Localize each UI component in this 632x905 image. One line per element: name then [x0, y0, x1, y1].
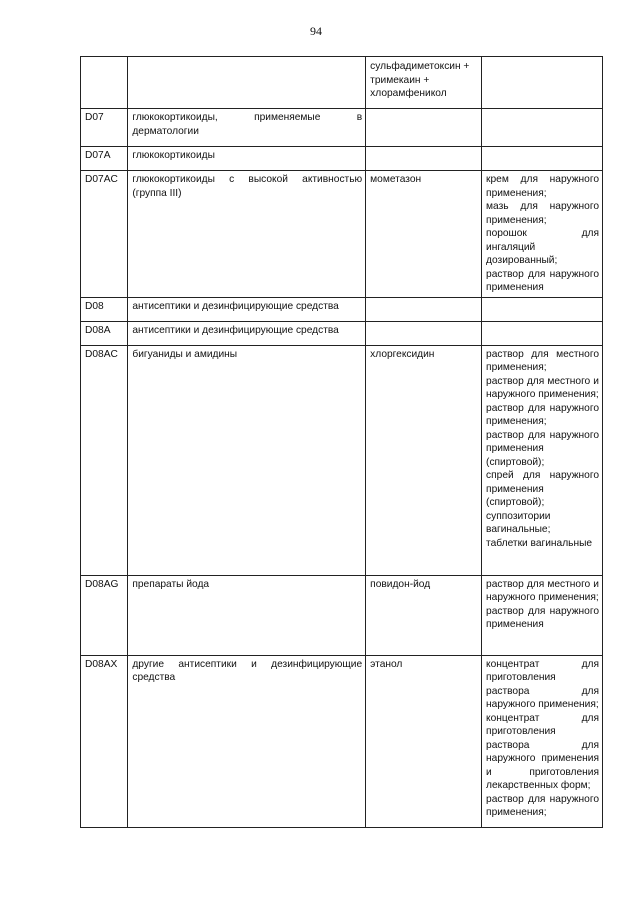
drug-name-cell	[366, 57, 482, 109]
dosage-form-line: суппозитории вагинальные;	[486, 510, 551, 535]
drug-name-cell	[366, 109, 482, 147]
drug-name-line: мометазон	[370, 174, 422, 185]
atc-code-cell: D08AG	[81, 575, 128, 655]
drug-name-cell	[366, 655, 482, 827]
atc-code-cell: D08AC	[81, 345, 128, 575]
atc-code-cell: D08AX	[81, 655, 128, 827]
table-row	[81, 345, 603, 575]
drug-name-cell	[366, 297, 482, 321]
table-row	[81, 655, 603, 827]
dosage-form-line: раствор для наружного применения	[486, 268, 599, 293]
dosage-form-cell	[482, 109, 603, 147]
dosage-form-line: раствор для наружного применения (спиртовой);	[486, 429, 599, 468]
dosage-form-line: концентрат для приготовления раствора для наружного применения;	[486, 658, 599, 710]
table-row	[81, 575, 603, 655]
table-row	[81, 171, 603, 298]
page-number: 94	[310, 24, 322, 38]
dosage-form-line: порошок для ингаляций дозированный;	[486, 228, 599, 266]
table-row	[81, 147, 603, 171]
drug-name-cell	[366, 147, 482, 171]
drug-name-line: хлорамфеникол	[370, 88, 447, 99]
drug-table	[80, 56, 603, 828]
dosage-form-cell	[482, 147, 603, 171]
dosage-form-line: раствор для местного и наружного применения;	[486, 578, 599, 603]
atc-code-cell: D07AC	[81, 171, 128, 298]
dosage-form-cell	[482, 297, 603, 321]
dosage-form-cell	[482, 575, 603, 655]
dosage-form-line: раствор для наружного применения	[486, 605, 599, 630]
drug-name-line: этанол	[370, 658, 403, 670]
group-name-cell: препараты йода	[128, 575, 366, 655]
dosage-form-line: спрей для наружного применения (спиртовой);	[486, 470, 599, 508]
group-name-cell: антисептики и дезинфицирующие средства	[128, 321, 366, 345]
group-name-cell: глюкокортикоиды	[128, 147, 366, 171]
dosage-form-cell	[482, 57, 603, 109]
dosage-form-cell	[482, 321, 603, 345]
dosage-form-line: таблетки вагинальные	[486, 537, 593, 549]
dosage-form-line: крем для наружного применения;	[486, 174, 599, 199]
dosage-form-line: раствор для наружного применения;	[486, 402, 599, 427]
table-row	[81, 297, 603, 321]
group-name-cell: бигуаниды и амидины	[128, 345, 366, 575]
drug-name-line: сульфадиметоксин +	[370, 61, 470, 72]
atc-code-cell: D07A	[81, 147, 128, 171]
dosage-form-line: раствор для местного и наружного применения;	[486, 375, 599, 400]
dosage-form-line: раствор для наружного применения;	[486, 793, 599, 818]
atc-code-cell: D08A	[81, 321, 128, 345]
dosage-form-cell	[482, 171, 603, 298]
dosage-form-cell	[482, 345, 603, 575]
dosage-form-cell	[482, 655, 603, 827]
table-row	[81, 109, 603, 147]
dosage-form-line: раствор для местного применения;	[486, 348, 599, 373]
table-row	[81, 57, 603, 109]
drug-name-cell	[366, 345, 482, 575]
group-name-cell: глюкокортикоиды с высокой активностью (группа III)	[128, 171, 366, 298]
drug-name-cell	[366, 575, 482, 655]
table-body	[81, 57, 603, 828]
atc-code-cell: D08	[81, 297, 128, 321]
group-name-cell: антисептики и дезинфицирующие средства	[128, 297, 366, 321]
table-row	[81, 321, 603, 345]
atc-code-cell	[81, 57, 128, 109]
drug-name-line: тримекаин +	[370, 74, 430, 86]
drug-name-line: повидон-йод	[370, 578, 431, 590]
drug-name-cell	[366, 321, 482, 345]
group-name-cell: глюкокортикоиды, применяемые в дерматологии	[128, 109, 366, 147]
atc-code-cell: D07	[81, 109, 128, 147]
drug-name-cell	[366, 171, 482, 298]
group-name-cell	[128, 57, 366, 109]
dosage-form-line: концентрат для приготовления раствора для наружного применения и приготовления лекарственных форм;	[486, 712, 599, 791]
group-name-cell: другие антисептики и дезинфицирующие средства	[128, 655, 366, 827]
drug-name-line: хлоргексидин	[370, 348, 435, 360]
dosage-form-line: мазь для наружного применения;	[486, 201, 599, 226]
